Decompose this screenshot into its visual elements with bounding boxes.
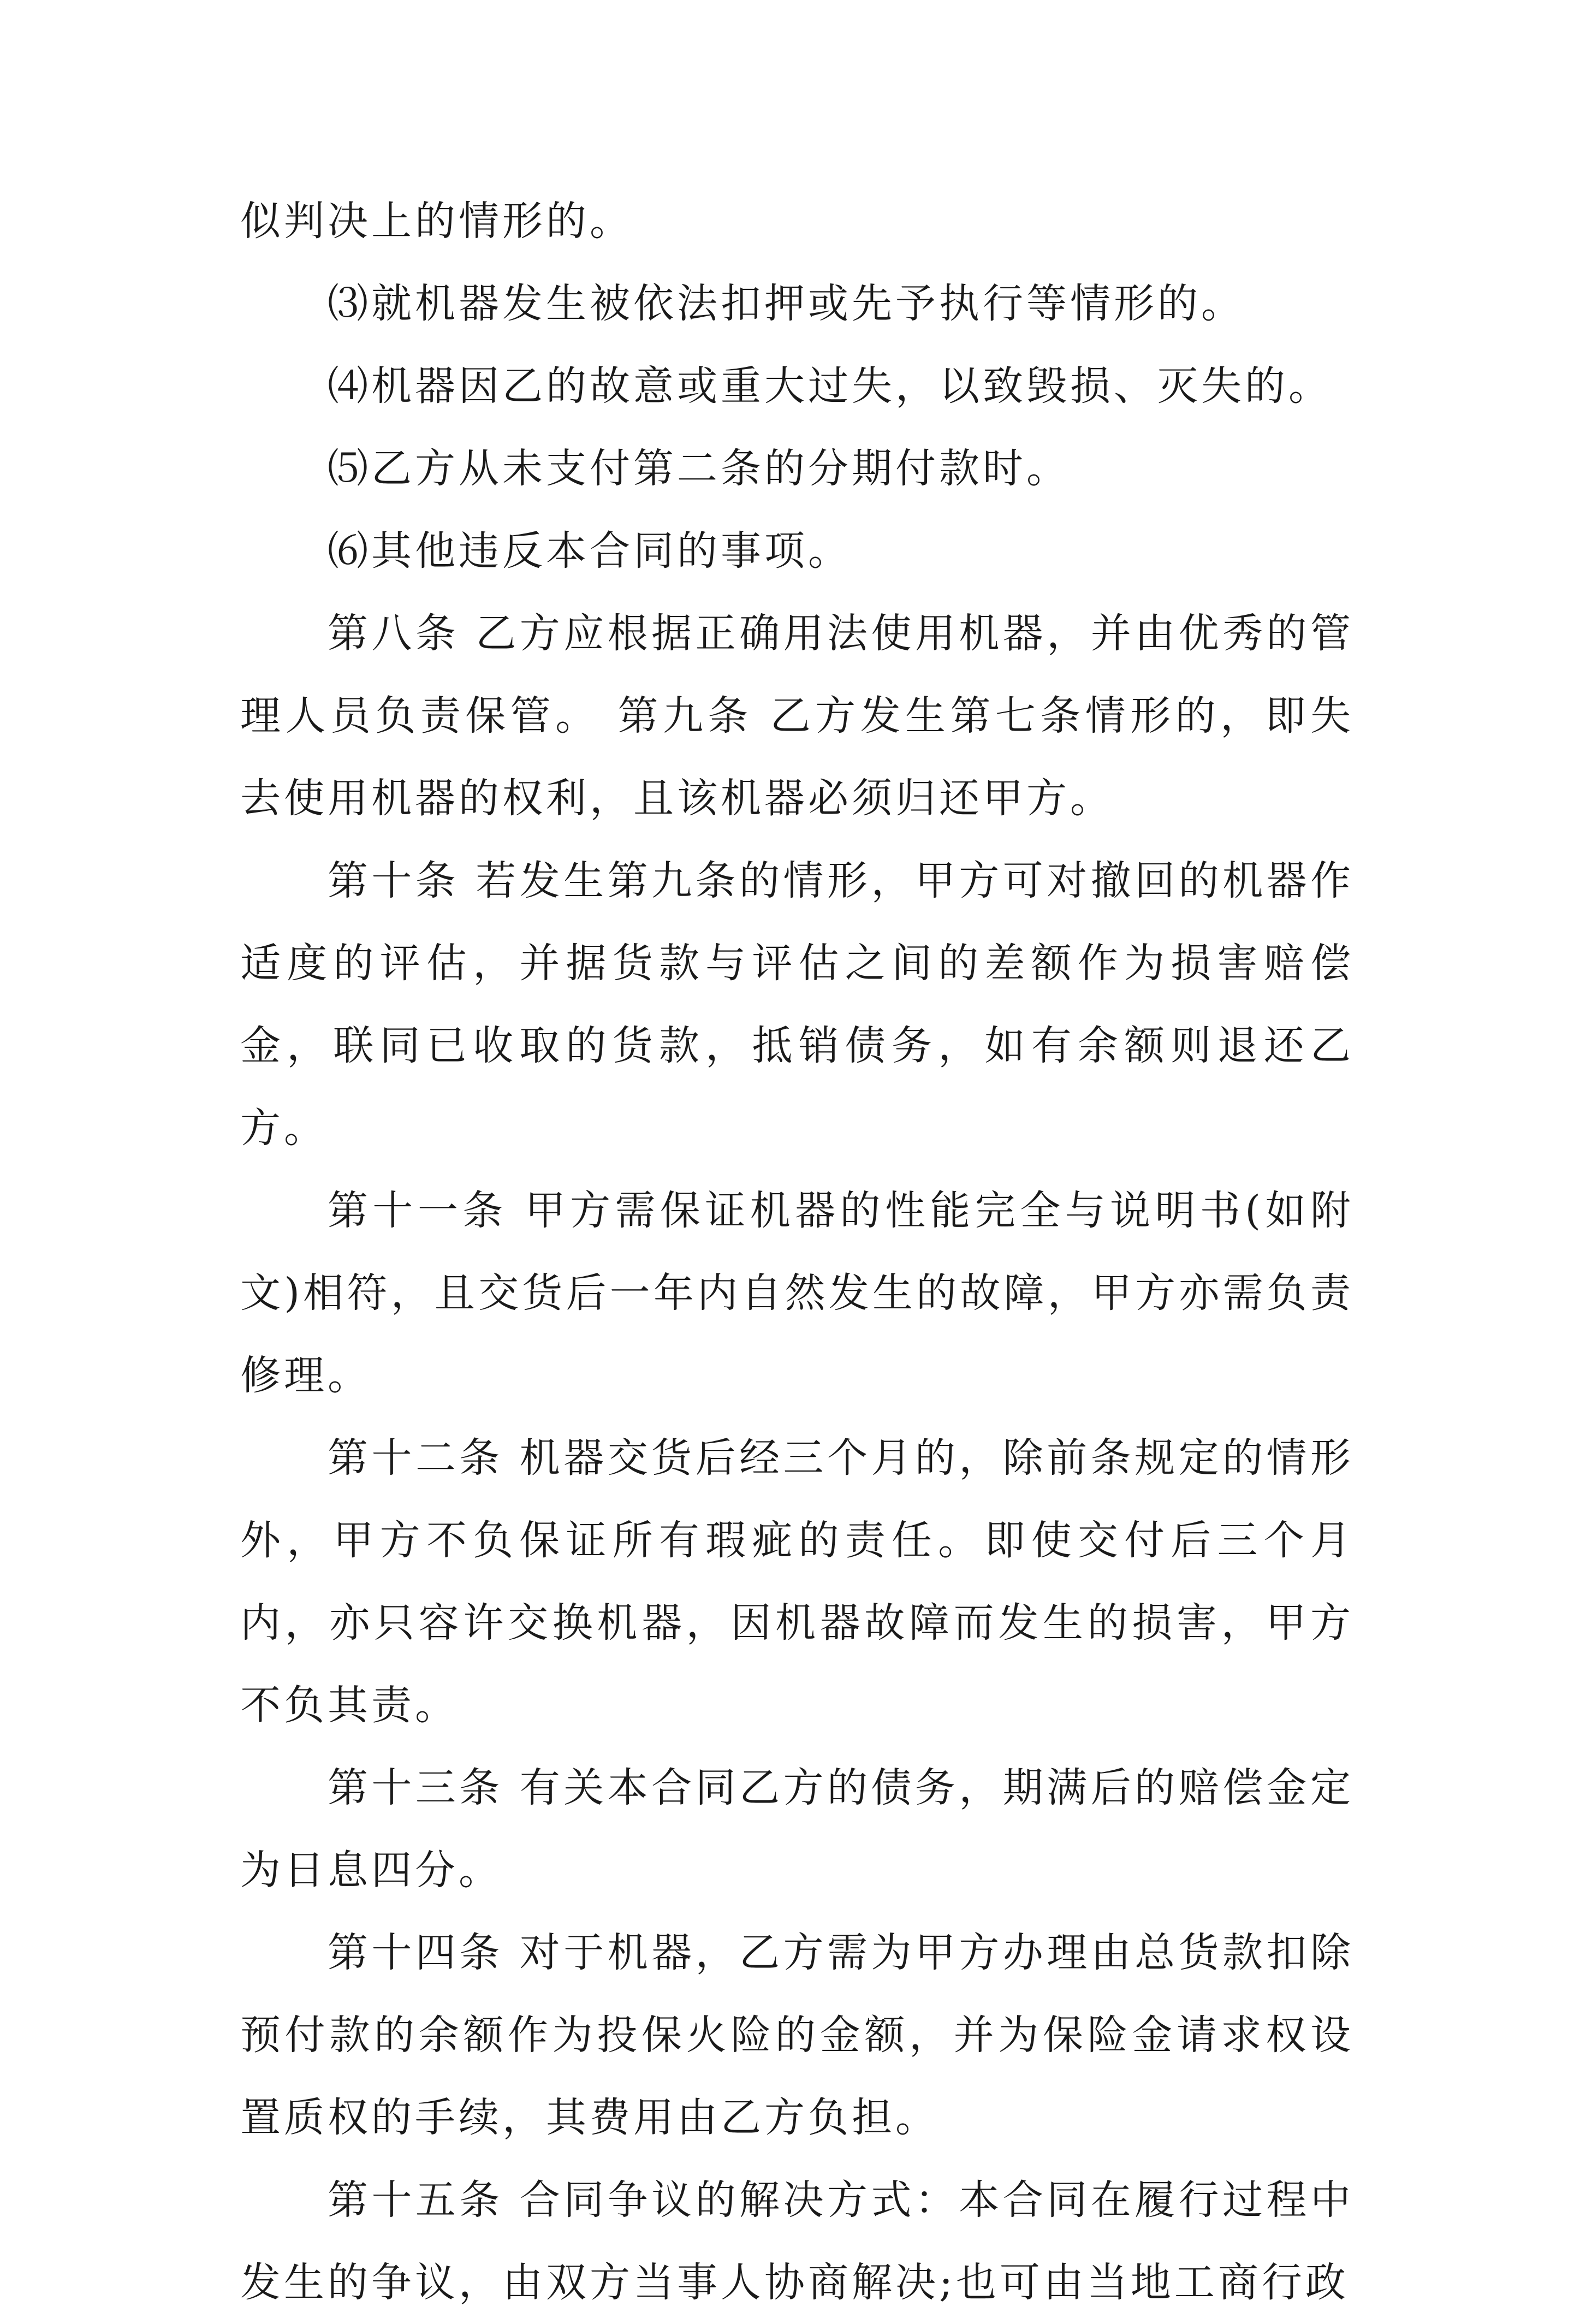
article-14: 第十四条 对于机器，乙方需为甲方办理由总货款扣除预付款的余额作为投保火险的金额，并为保险金请求权设置质权的手续，其费用由乙方负担。 <box>240 1929 1354 2141</box>
contract-body <box>240 180 1354 2324</box>
article-10: 第十条 若发生第九条的情形，甲方可对撤回的机器作适度的评估，并据货款与评估之间的差额作为损害赔偿金，联同已收取的货款，抵销债务，如有余额则退还乙方。 <box>240 857 1354 1152</box>
clause-item-6: ⑹其他违反本合同的事项。 <box>328 527 852 574</box>
article-13: 第十三条 有关本合同乙方的债务，期满后的赔偿金定为日息四分。 <box>240 1764 1354 1894</box>
clause-item-4: ⑷机器因乙的故意或重大过失，以致毁损、灭失的。 <box>328 363 1332 410</box>
article-8-9: 第八条 乙方应根据正确用法使用机器，并由优秀的管理人员负责保管。 第九条 乙方发生第七条情形的，即失去使用机器的权利，且该机器必须归还甲方。 <box>240 610 1354 822</box>
clause-item-3: ⑶就机器发生被依法扣押或先予执行等情形的。 <box>328 280 1245 327</box>
article-15: 第十五条 合同争议的解决方式：本合同在履行过程中发生的争议，由双方当事人协商解决;也可由当地工商行政 <box>240 2177 1354 2306</box>
article-12: 第十二条 机器交货后经三个月的，除前条规定的情形外，甲方不负保证所有瑕疵的责任。即使交付后三个月内，亦只容许交换机器，因机器故障而发生的损害，甲方不负其责。 <box>240 1434 1354 1729</box>
article-11: 第十一条 甲方需保证机器的性能完全与说明书(如附文)相符，且交货后一年内自然发生的故障，甲方亦需负责修理。 <box>240 1187 1354 1399</box>
clause-item-5: ⑸乙方从未支付第二条的分期付款时。 <box>328 445 1070 492</box>
paragraph-continuation: 似判决上的情形的。 <box>240 198 633 245</box>
